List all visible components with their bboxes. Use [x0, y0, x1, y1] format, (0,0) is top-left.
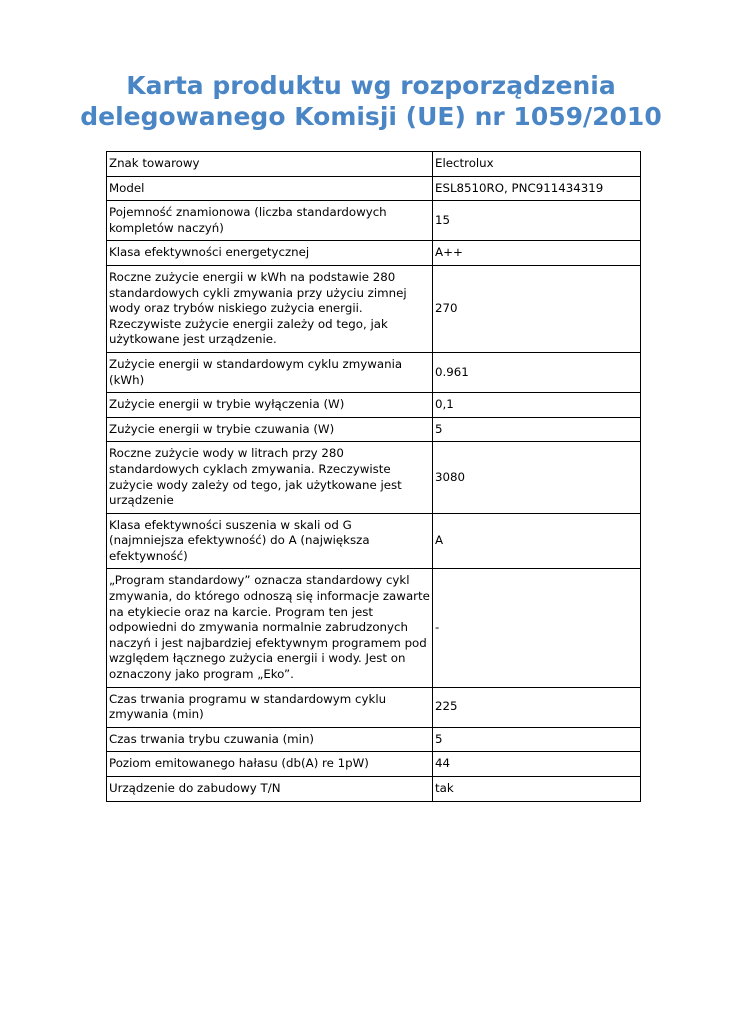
table-row	[107, 352, 641, 392]
page-title	[0, 70, 742, 132]
row-label: Roczne zużycie wody w litrach przy 280 standardowych cyklach zmywania. Rzeczywiste zużycie wody zależy od tego, jak użytkowane jest urządzenie	[107, 442, 433, 513]
row-value: 44	[433, 752, 641, 777]
row-label: Znak towarowy	[107, 152, 433, 177]
table-row	[107, 777, 641, 802]
row-label: Czas trwania programu w standardowym cyklu zmywania (min)	[107, 687, 433, 727]
table-row	[107, 687, 641, 727]
row-label: Czas trwania trybu czuwania (min)	[107, 727, 433, 752]
table-row	[107, 265, 641, 352]
row-label: Klasa efektywności suszenia w skali od G (najmniejsza efektywność) do A (największa efektywność)	[107, 513, 433, 569]
row-value: Electrolux	[433, 152, 641, 177]
row-value: 5	[433, 417, 641, 442]
product-fiche-table	[106, 151, 641, 802]
row-label: „Program standardowy” oznacza standardowy cykl zmywania, do którego odnoszą się informacje zawarte na etykiecie oraz na karcie. Program ten jest odpowiedni do zmywania normalnie zabrudzonych naczyń i jest najbardziej efektywnym programem pod względem łącznego zużycia energii i wody. Jest on oznaczony jako program „Eko”.	[107, 569, 433, 687]
page-title-line-1: Karta produktu wg rozporządzenia	[126, 71, 616, 100]
row-value: 225	[433, 687, 641, 727]
table-row	[107, 152, 641, 177]
row-label: Urządzenie do zabudowy T/N	[107, 777, 433, 802]
row-value: 270	[433, 265, 641, 352]
table-row	[107, 442, 641, 513]
table-row	[107, 241, 641, 266]
row-label: Roczne zużycie energii w kWh na podstawie 280 standardowych cykli zmywania przy użyciu zimnej wody oraz trybów niskiego zużycia energii. Rzeczywiste zużycie energii zależy od tego, jak użytkowane jest urządzenie.	[107, 265, 433, 352]
row-value: 0.961	[433, 352, 641, 392]
row-value: 5	[433, 727, 641, 752]
row-value: A	[433, 513, 641, 569]
table-row	[107, 513, 641, 569]
row-value: tak	[433, 777, 641, 802]
row-label: Zużycie energii w standardowym cyklu zmywania (kWh)	[107, 352, 433, 392]
row-value: 0,1	[433, 393, 641, 418]
table-row	[107, 176, 641, 201]
row-label: Zużycie energii w trybie czuwania (W)	[107, 417, 433, 442]
row-value: 15	[433, 201, 641, 241]
row-label: Model	[107, 176, 433, 201]
page-title-line-2: delegowanego Komisji (UE) nr 1059/2010	[80, 102, 662, 131]
table-row	[107, 417, 641, 442]
row-label: Klasa efektywności energetycznej	[107, 241, 433, 266]
row-label: Pojemność znamionowa (liczba standardowych kompletów naczyń)	[107, 201, 433, 241]
table-row	[107, 201, 641, 241]
row-value: -	[433, 569, 641, 687]
row-value: ESL8510RO, PNC911434319	[433, 176, 641, 201]
row-label: Poziom emitowanego hałasu (db(A) re 1pW)	[107, 752, 433, 777]
table-row	[107, 727, 641, 752]
table-row	[107, 752, 641, 777]
table-row	[107, 393, 641, 418]
table-row	[107, 569, 641, 687]
row-value: A++	[433, 241, 641, 266]
row-value: 3080	[433, 442, 641, 513]
row-label: Zużycie energii w trybie wyłączenia (W)	[107, 393, 433, 418]
